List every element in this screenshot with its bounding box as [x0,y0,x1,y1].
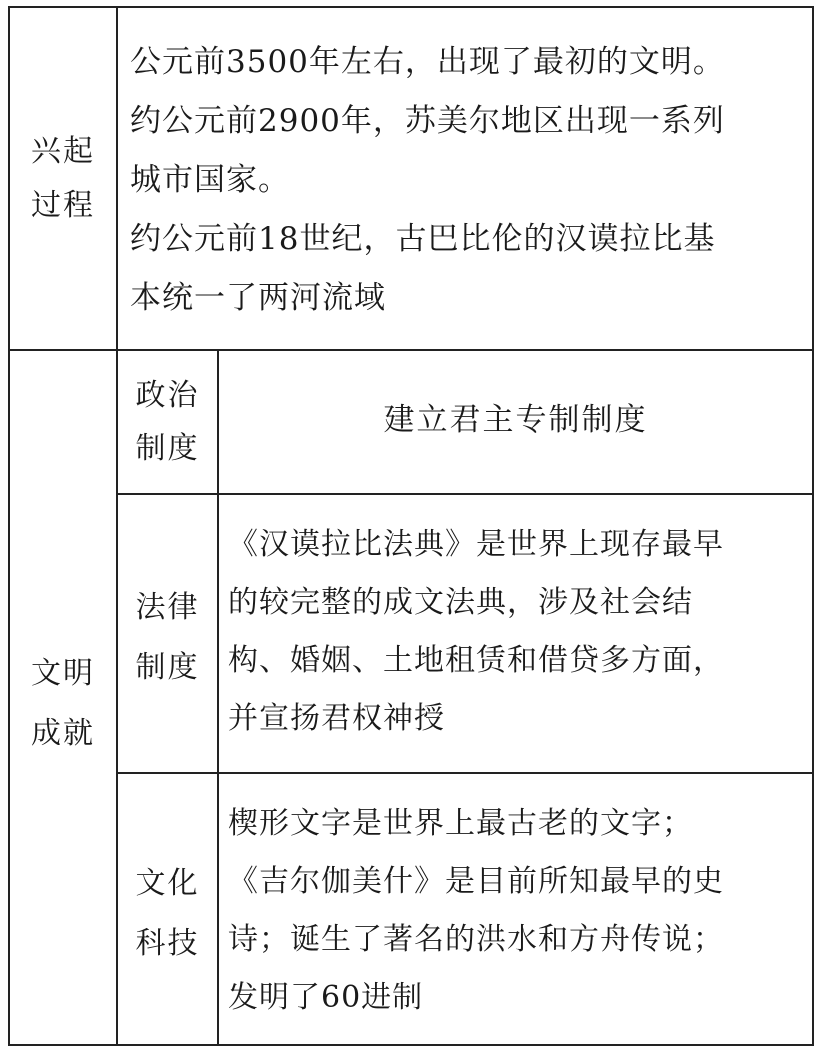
history-table [8,6,814,1046]
legal-content [228,516,812,748]
rise-label [10,125,116,233]
culture-label [118,854,217,974]
achievements-label-line1: 文明 [31,656,95,691]
rise-label-line1: 兴起 [31,134,95,169]
culture-line-1: 楔形文字是世界上最古老的文字； [228,806,693,841]
legal-line-4: 并宣扬君权神授 [228,701,445,736]
culture-label-line1: 文化 [135,866,200,901]
legal-line-1: 《汉谟拉比法典》是世界上现存最早 [228,527,724,562]
rise-line-1: 公元前3500年左右，出现了最初的文明。 [130,44,725,80]
political-label-line2: 制度 [135,431,200,466]
row-divider-legal [116,772,812,774]
legal-label-line2: 制度 [135,650,200,685]
culture-line-2: 《吉尔伽美什》是目前所知最早的史 [228,864,724,899]
rise-label-line2: 过程 [31,188,95,223]
rise-line-3: 城市国家。 [130,162,290,198]
political-label [118,369,217,475]
column-divider-sub [217,349,219,1044]
culture-content [228,795,812,1027]
culture-line-3: 诗；诞生了著名的洪水和方舟传说； [228,922,724,957]
legal-label-line1: 法律 [135,590,200,625]
legal-line-2: 的较完整的成文法典，涉及社会结 [228,585,693,620]
culture-line-4: 发明了60进制 [228,980,424,1015]
row-divider-political [116,493,812,495]
political-label-line1: 政治 [135,378,200,413]
legal-label [118,578,217,698]
row-divider-main [10,349,812,351]
culture-label-line2: 科技 [135,926,200,961]
rise-line-5: 本统一了两河流域 [130,280,386,316]
rise-line-2: 约公元前2900年，苏美尔地区出现一系列 [130,103,725,139]
legal-line-3: 构、婚姻、土地租赁和借贷多方面， [228,643,724,678]
achievements-label [10,644,116,764]
political-text: 建立君主专制制度 [383,402,648,438]
rise-line-4: 约公元前18世纪，古巴比伦的汉谟拉比基 [130,221,716,257]
rise-content [130,33,810,328]
achievements-label-line2: 成就 [31,716,95,751]
